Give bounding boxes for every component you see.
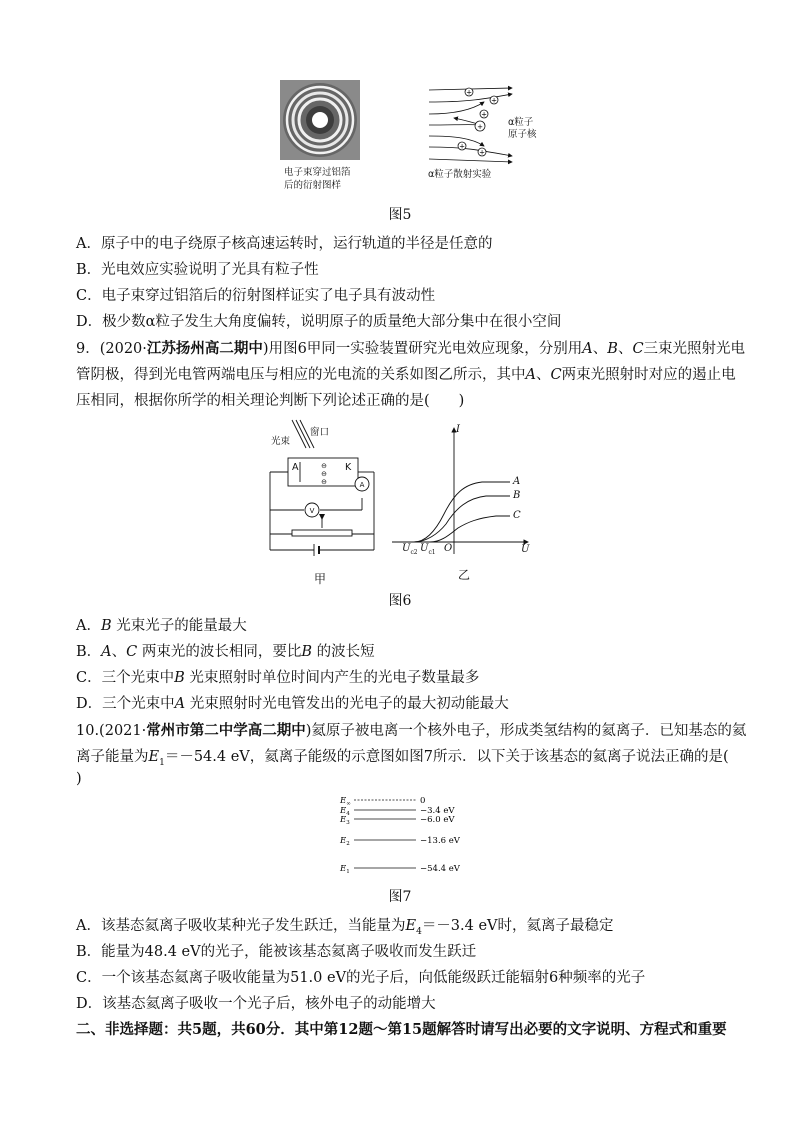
svg-text:+: +	[481, 110, 487, 119]
option-text: C．三个光束中	[76, 670, 175, 686]
energy-level-label: $E_\infty$	[340, 796, 351, 807]
iv-graph	[392, 424, 532, 560]
option-text: 的波长短	[312, 644, 375, 660]
q9-beam-a: A	[582, 341, 593, 357]
uc2-label	[402, 543, 418, 556]
energy-level-label: $E_1$	[340, 864, 350, 875]
q9-option-b	[76, 640, 375, 661]
svg-text:+: +	[466, 88, 472, 97]
q9-beam-a: A	[525, 367, 536, 383]
beam-letter: B	[100, 618, 112, 634]
q9-sep: 、	[617, 341, 633, 357]
q10-option-a	[76, 914, 614, 937]
energy-level-label: $E_4$	[340, 806, 350, 817]
q10-stem-line3: )	[76, 771, 82, 787]
energy-symbol: E	[405, 918, 417, 934]
svg-text:A: A	[359, 481, 365, 489]
uc1-subscript: c1	[428, 549, 436, 556]
q9-number: 9．(2020·	[76, 341, 147, 357]
svg-text:⊖: ⊖	[321, 470, 327, 478]
x-axis-label: U	[521, 544, 530, 555]
energy-subscript: 4	[416, 926, 422, 937]
svg-text:+: +	[459, 142, 465, 151]
beam-letter: A	[174, 696, 186, 712]
energy-level-∞	[339, 796, 425, 807]
diffraction-pattern-image	[280, 80, 360, 160]
light-beam-label: 光束	[271, 436, 291, 447]
q8-option-a: A．原子中的电子绕原子核高速运转时，运行轨道的半径是任意的	[76, 236, 493, 252]
q9-stem-text: 管阴极，得到光电管两端电压与相应的光电流的关系如图乙所示，其中	[76, 367, 526, 383]
option-text: D．三个光束中	[76, 696, 175, 712]
option-letter: B．	[76, 644, 102, 660]
q9-source: 江苏扬州高二期中	[146, 340, 263, 357]
q10-stem-text: ＝－54.4 eV，氦离子能级的示意图如图7所示．以下关于该基态的氦离子说法正确的是(	[164, 749, 729, 765]
option-text: 两束光的波长相同，要比	[137, 644, 302, 660]
curve-c-label: C	[513, 510, 521, 521]
beam-letter: B	[174, 670, 185, 686]
diffraction-caption-line1: 电子束穿过铝箔	[284, 167, 351, 178]
q10-stem-line2	[76, 745, 729, 768]
beam-letter: C	[126, 644, 138, 660]
alpha-particle-label: α粒子	[508, 117, 534, 128]
q10-number: 10.(2021·	[76, 723, 147, 739]
q10-stem-line1	[76, 719, 746, 740]
y-axis-label: I	[456, 424, 460, 435]
energy-level-label: $E_2$	[340, 836, 350, 847]
q9-option-d	[76, 692, 509, 713]
figure-5-caption: 图5	[388, 207, 412, 223]
energy-level-value: 0	[420, 796, 426, 806]
graph-caption: 乙	[458, 568, 471, 582]
uc2-subscript: c2	[410, 549, 418, 556]
beam-letter: A	[101, 644, 112, 660]
energy-level-label: $E_3$	[340, 815, 350, 826]
q9-beam-b: B	[607, 341, 618, 357]
q10-option-d: D．该基态氦离子吸收一个光子后，核外电子的动能增大	[76, 996, 436, 1012]
energy-level-value: −13.6 eV	[420, 836, 460, 846]
option-letter: A．	[76, 618, 101, 634]
origin-label: O	[444, 543, 453, 554]
option-text: A．该基态氦离子吸收某种光子发生跃迁，当能量为	[76, 918, 406, 934]
svg-text:+: +	[479, 148, 485, 157]
uc1-symbol: U	[420, 543, 429, 554]
energy-subscript: 1	[159, 757, 165, 768]
alpha-scattering-caption: α粒子散射实验	[428, 169, 492, 180]
svg-text:⊖: ⊖	[321, 462, 327, 470]
q9-beam-c: C	[632, 341, 644, 357]
q10-option-c: C．一个该基态氦离子吸收能量为51.0 eV的光子后，向低能级跃迁能辐射6种频率的光子	[76, 970, 646, 986]
q8-option-b: B．光电效应实验说明了光具有粒子性	[76, 262, 319, 278]
svg-text:+: +	[477, 123, 483, 131]
q9-stem-line3: 压相同，根据你所学的相关理论判断下列论述正确的是( )	[76, 393, 465, 409]
option-text: 光束照射时单位时间内产生的光电子数量最多	[184, 670, 480, 686]
curve-a-label: A	[513, 476, 521, 487]
q8-option-c: C．电子束穿过铝箔后的衍射图样证实了电子具有波动性	[76, 288, 436, 304]
q9-stem-text: )用图6甲同一实验装置研究光电效应现象，分别用	[262, 341, 583, 357]
window-label: 窗口	[310, 427, 330, 438]
q9-stem-text: 三束光照射光电	[643, 341, 746, 357]
energy-level-2	[339, 836, 461, 847]
energy-level-diagram	[336, 794, 466, 878]
energy-level-3	[339, 815, 455, 826]
q9-stem-text: 两束光照射时对应的遏止电	[561, 367, 736, 383]
circuit-caption: 甲	[314, 572, 327, 586]
curve-b-label: B	[513, 490, 521, 501]
svg-text:+: +	[491, 96, 497, 105]
nucleus-label: 原子核	[508, 129, 537, 140]
option-text: 、	[111, 644, 127, 660]
diffraction-caption-line2: 后的衍射图样	[284, 180, 342, 191]
section-2-heading: 二、非选择题：共5题，共60分．其中第12题～第15题解答时请写出必要的文字说明、方程式和重要	[76, 1021, 727, 1038]
option-text: ＝－3.4 eV时，氦离子最稳定	[421, 918, 614, 934]
energy-level-value: −54.4 eV	[420, 864, 460, 874]
option-text: 光束光子的能量最大	[111, 618, 247, 634]
uc1-label	[420, 543, 436, 556]
q9-beam-c: C	[550, 367, 562, 383]
figure-6-caption: 图6	[388, 593, 412, 609]
q9-stem-line2	[76, 363, 736, 384]
energy-level-value: −3.4 eV	[420, 806, 455, 816]
q9-sep: 、	[535, 367, 551, 383]
energy-symbol: E	[148, 749, 160, 765]
q10-option-b: B．能量为48.4 eV的光子，能被该基态氦离子吸收而发生跃迁	[76, 944, 477, 960]
beam-letter: B	[301, 644, 313, 660]
q9-option-c	[76, 666, 479, 687]
svg-text:V: V	[309, 507, 315, 515]
q9-sep: 、	[592, 341, 608, 357]
q9-stem-line1	[76, 337, 745, 358]
uc2-symbol: U	[402, 543, 411, 554]
svg-text:⊖: ⊖	[321, 478, 327, 486]
q9-option-a	[76, 614, 247, 635]
figure-7-caption: 图7	[388, 889, 412, 905]
energy-level-value: −6.0 eV	[420, 815, 455, 825]
q10-stem-text: )氦原子被电离一个核外电子，形成类氢结构的氦离子．已知基态的氦	[305, 723, 747, 739]
q10-source: 常州市第二中学高二期中	[146, 722, 306, 739]
energy-level-1	[339, 864, 461, 875]
anode-label: K	[345, 462, 352, 473]
cathode-label: A	[292, 462, 299, 473]
q8-option-d: D．极少数α粒子发生大角度偏转，说明原子的质量绝大部分集中在很小空间	[76, 314, 562, 330]
option-text: 光束照射时光电管发出的光电子的最大初动能最大	[185, 696, 509, 712]
q10-stem-text: 离子能量为	[76, 749, 149, 765]
